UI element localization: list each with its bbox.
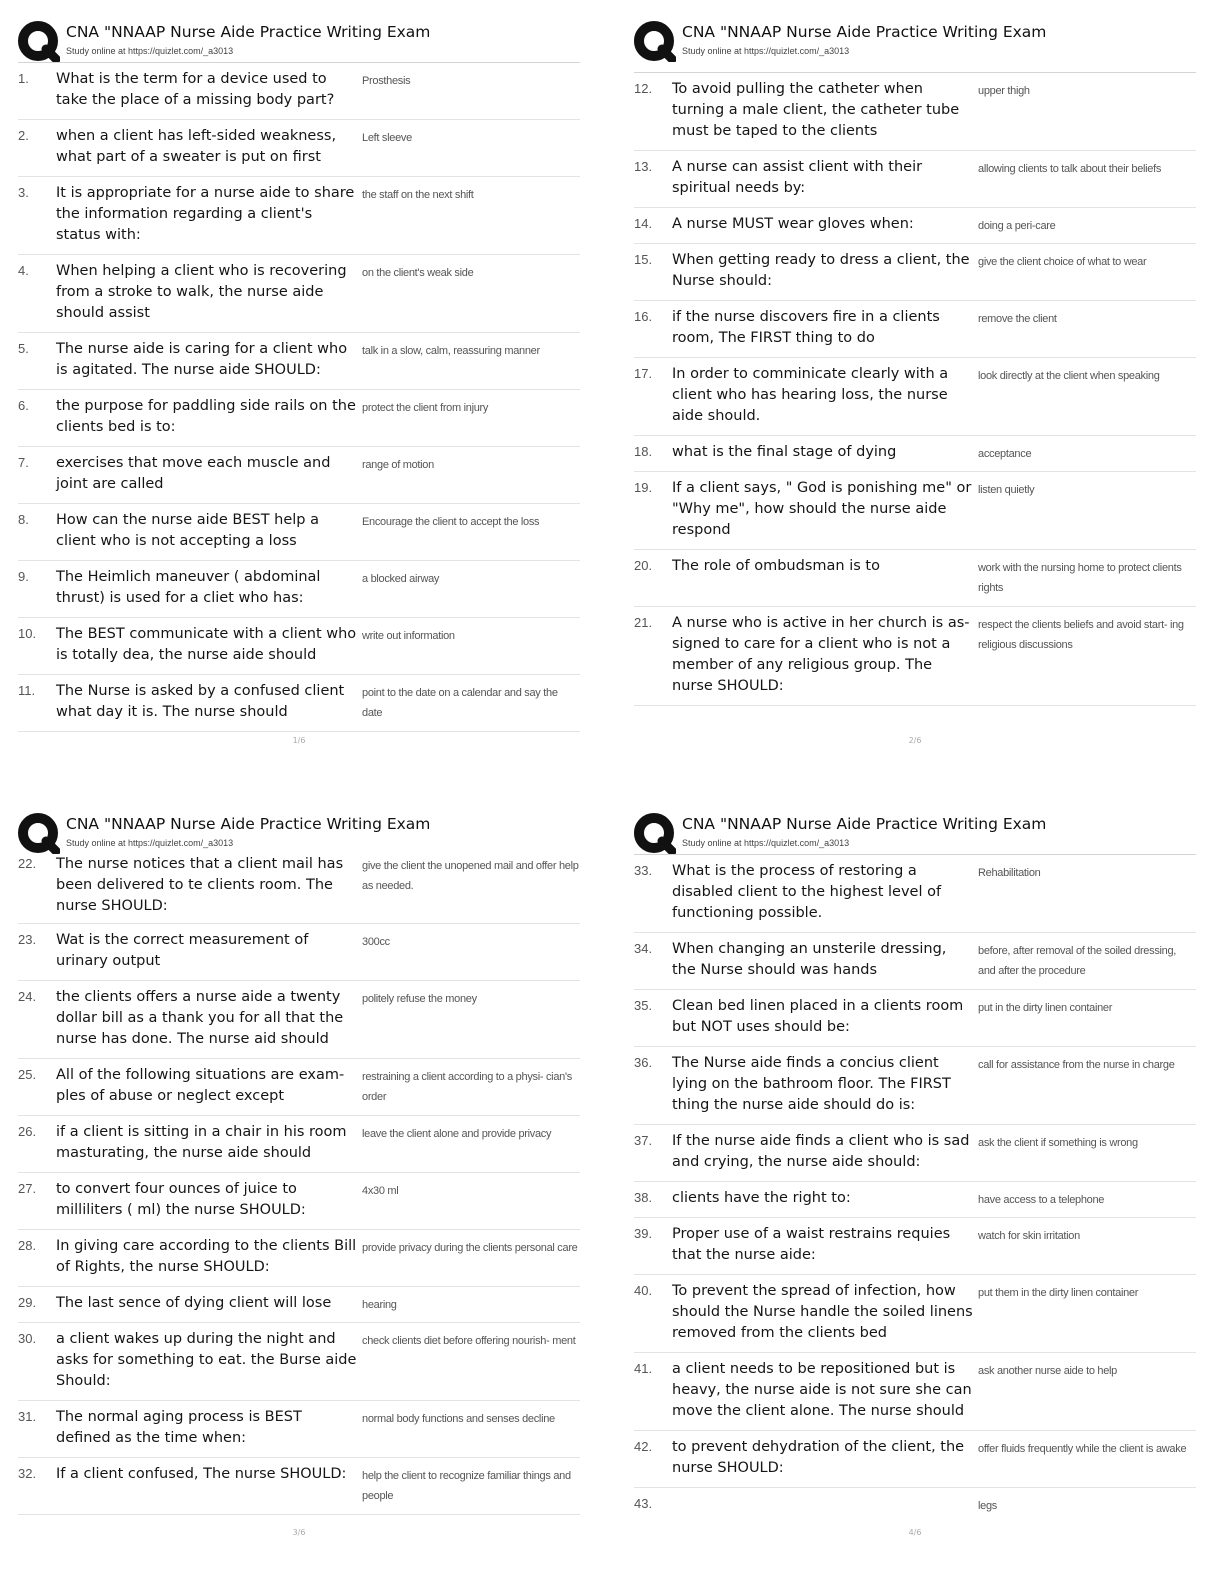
- item-number: 4.: [18, 263, 29, 278]
- question: to prevent dehydration of the client, the nurse SHOULD:: [672, 1439, 965, 1476]
- answer: Prosthesis: [362, 75, 411, 87]
- list-item: [634, 208, 1196, 244]
- list-item: [634, 472, 1196, 550]
- answer: ask the client if something is wrong: [978, 1137, 1138, 1149]
- item-number: 12.: [634, 81, 653, 96]
- list-item: [634, 933, 1196, 990]
- answer: call for assistance from the nurse in charge: [978, 1059, 1175, 1071]
- study-link[interactable]: Study online at https://quizlet.com/_a3013: [682, 46, 850, 56]
- item-number: 43.: [634, 1496, 653, 1511]
- list-item: [18, 1116, 580, 1173]
- answer: range of motion: [362, 459, 434, 471]
- question: The role of ombudsman is to: [672, 558, 880, 574]
- list-item: [18, 1287, 580, 1323]
- answer: a blocked airway: [362, 573, 440, 585]
- page-title: CNA "NNAAP Nurse Aide Practice Writing Exam: [682, 23, 1047, 41]
- answer: 300cc: [362, 936, 390, 948]
- answer: put them in the dirty linen container: [978, 1287, 1139, 1299]
- list-item: [18, 504, 580, 561]
- answer: work with the nursing home to protect clients rights: [978, 562, 1182, 594]
- item-number: 19.: [634, 480, 653, 495]
- question: How can the nurse aide BEST help a client who is not accepting a loss: [56, 512, 319, 549]
- answer: have access to a telephone: [978, 1194, 1105, 1206]
- answer: politely refuse the money: [362, 993, 477, 1005]
- item-number: 28.: [18, 1238, 37, 1253]
- question: A nurse can assist client with their spiritual needs by:: [672, 159, 923, 196]
- list-item: [634, 990, 1196, 1047]
- list-item: [634, 358, 1196, 436]
- answer: provide privacy during the clients personal care: [362, 1242, 578, 1254]
- question: The Nurse is asked by a confused client what day it is. The nurse should: [56, 683, 345, 720]
- question: exercises that move each muscle and joint are called: [56, 455, 331, 492]
- question: a client wakes up during the night and asks for something to eat. the Burse aide Should:: [56, 1331, 357, 1389]
- page-4: [634, 810, 1196, 1537]
- question: A nurse MUST wear gloves when:: [672, 216, 914, 232]
- list-item: [634, 855, 1196, 933]
- item-number: 27.: [18, 1181, 37, 1196]
- item-number: 14.: [634, 216, 653, 231]
- item-number: 32.: [18, 1466, 37, 1481]
- question: what is the final stage of dying: [672, 444, 897, 460]
- list-item: [634, 73, 1196, 151]
- item-number: 41.: [634, 1361, 653, 1376]
- list-item: [634, 1353, 1196, 1431]
- answer: help the client to recognize familiar things and people: [362, 1470, 571, 1502]
- item-number: 40.: [634, 1283, 653, 1298]
- question: when a client has left-sided weakness, what part of a sweater is put on first: [56, 128, 337, 165]
- list-item: [634, 301, 1196, 358]
- list-item: [18, 120, 580, 177]
- page-title: CNA "NNAAP Nurse Aide Practice Writing Exam: [66, 815, 431, 833]
- item-number: 36.: [634, 1055, 653, 1070]
- item-number: 15.: [634, 252, 653, 267]
- page-number: 1/6: [292, 736, 306, 745]
- page-number: 2/6: [908, 736, 922, 745]
- item-number: 7.: [18, 455, 29, 470]
- page-number: 4/6: [908, 1528, 922, 1537]
- answer: Left sleeve: [362, 132, 412, 144]
- answer: normal body functions and senses decline: [362, 1413, 555, 1425]
- list-item: [634, 1047, 1196, 1125]
- question: When helping a client who is recovering from a stroke to walk, the nurse aide should assist: [56, 263, 347, 321]
- question: In giving care according to the clients Bill of Rights, the nurse SHOULD:: [56, 1238, 357, 1275]
- item-number: 37.: [634, 1133, 653, 1148]
- item-number: 13.: [634, 159, 653, 174]
- list-item: [634, 1488, 1196, 1524]
- list-item: [18, 63, 580, 120]
- question: What is the process of restoring a disabled client to the highest level of functioning possible.: [672, 863, 942, 921]
- item-number: 33.: [634, 863, 653, 878]
- item-number: 9.: [18, 569, 29, 584]
- answer: 4x30 ml: [362, 1185, 399, 1197]
- list-item: [634, 1218, 1196, 1275]
- question: to convert four ounces of juice to milliliters ( ml) the nurse SHOULD:: [56, 1181, 306, 1218]
- question: The Heimlich maneuver ( abdominal thrust) is used for a cliet who has:: [56, 569, 321, 606]
- answer: ask another nurse aide to help: [978, 1365, 1117, 1377]
- list-item: [18, 390, 580, 447]
- list-item: [18, 333, 580, 390]
- list-item: [634, 244, 1196, 301]
- quizlet-logo-icon: [634, 812, 676, 854]
- answer: remove the client: [978, 313, 1057, 325]
- answer: allowing clients to talk about their beliefs: [978, 163, 1162, 175]
- question: The Nurse aide finds a concius client lying on the bathroom floor. The FIRST thing the nurse aide should do is:: [672, 1055, 951, 1113]
- item-number: 11.: [18, 683, 36, 698]
- question: a client needs to be repositioned but is heavy, the nurse aide is not sure she can move the client alone. The nurse should: [672, 1361, 972, 1419]
- list-item: [634, 1275, 1196, 1353]
- item-number: 34.: [634, 941, 653, 956]
- answer: acceptance: [978, 448, 1032, 460]
- question: Clean bed linen placed in a clients room but NOT uses should be:: [672, 998, 964, 1035]
- answer: restraining a client according to a physi- cian's order: [362, 1071, 572, 1103]
- study-link[interactable]: Study online at https://quizlet.com/_a3013: [66, 46, 234, 56]
- item-number: 25.: [18, 1067, 37, 1082]
- answer: Encourage the client to accept the loss: [362, 516, 540, 528]
- answer: doing a peri-care: [978, 220, 1056, 232]
- item-number: 16.: [634, 309, 653, 324]
- question: if the nurse discovers fire in a clients room, The FIRST thing to do: [672, 309, 940, 346]
- item-number: 3.: [18, 185, 29, 200]
- question: If a client says, " God is ponishing me" or "Why me", how should the nurse aide respond: [672, 480, 972, 538]
- question: the purpose for paddling side rails on the clients bed is to:: [56, 398, 356, 435]
- list-item: [634, 436, 1196, 472]
- item-number: 6.: [18, 398, 29, 413]
- item-number: 26.: [18, 1124, 37, 1139]
- answer: put in the dirty linen container: [978, 1002, 1113, 1014]
- page-header: [634, 810, 1196, 854]
- question: To prevent the spread of infection, how should the Nurse handle the soiled linens removed from the clients bed: [672, 1283, 973, 1341]
- question: clients have the right to:: [672, 1190, 851, 1206]
- question: Wat is the correct measurement of urinary output: [56, 932, 309, 969]
- item-number: 1.: [18, 71, 29, 86]
- list-item: [18, 447, 580, 504]
- list-item: [18, 1401, 580, 1458]
- answer: give the client the unopened mail and offer help as needed.: [362, 860, 579, 892]
- question: The last sence of dying client will lose: [56, 1295, 332, 1311]
- question: When changing an unsterile dressing, the Nurse should was hands: [672, 941, 947, 978]
- question: It is appropriate for a nurse aide to share the information regarding a client's status with:: [56, 185, 355, 243]
- list-item: [634, 1182, 1196, 1218]
- list-item: [18, 1458, 580, 1515]
- list-item: [18, 981, 580, 1059]
- question: The nurse notices that a client mail has been delivered to te clients room. The nurse SHOULD:: [56, 856, 344, 914]
- page-title: CNA "NNAAP Nurse Aide Practice Writing Exam: [66, 23, 431, 41]
- item-number: 35.: [634, 998, 653, 1013]
- question: If a client confused, The nurse SHOULD:: [56, 1466, 347, 1482]
- answer: on the client's weak side: [362, 267, 474, 279]
- question: A nurse who is active in her church is as- signed to care for a client who is not a member of any religious group. The nurse SHOULD:: [672, 615, 970, 694]
- item-number: 10.: [18, 626, 37, 641]
- list-item: [634, 151, 1196, 208]
- item-number: 42.: [634, 1439, 653, 1454]
- answer: watch for skin irritation: [978, 1230, 1080, 1242]
- answer: look directly at the client when speaking: [978, 370, 1160, 382]
- question: What is the term for a device used to take the place of a missing body part?: [56, 71, 335, 108]
- item-number: 5.: [18, 341, 29, 356]
- item-number: 24.: [18, 989, 37, 1004]
- item-number: 30.: [18, 1331, 37, 1346]
- item-number: 22.: [18, 856, 37, 871]
- question: The normal aging process is BEST defined as the time when:: [56, 1409, 302, 1446]
- item-number: 38.: [634, 1190, 653, 1205]
- list-item: [18, 675, 580, 732]
- page-number: 3/6: [292, 1528, 306, 1537]
- page-3: [18, 810, 580, 1537]
- answer: check clients diet before offering nourish- ment: [362, 1335, 576, 1347]
- list-item: [18, 1059, 580, 1116]
- answer: listen quietly: [978, 484, 1035, 496]
- page-title: CNA "NNAAP Nurse Aide Practice Writing Exam: [682, 815, 1047, 833]
- list-item: [18, 177, 580, 255]
- question: In order to comminicate clearly with a client who has hearing loss, the nurse aide should.: [672, 366, 949, 424]
- list-item: [18, 561, 580, 618]
- item-number: 17.: [634, 366, 653, 381]
- item-number: 31.: [18, 1409, 37, 1424]
- answer: give the client choice of what to wear: [978, 256, 1147, 268]
- question: The nurse aide is caring for a client who is agitated. The nurse aide SHOULD:: [56, 341, 348, 378]
- list-item: [18, 924, 580, 981]
- answer: respect the clients beliefs and avoid start- ing religious discussions: [978, 619, 1184, 651]
- answer: leave the client alone and provide privacy: [362, 1128, 552, 1140]
- question: Proper use of a waist restrains requies that the nurse aide:: [672, 1226, 951, 1263]
- page-1: [18, 18, 580, 745]
- list-item: [634, 607, 1196, 706]
- list-item: [18, 618, 580, 675]
- item-number: 18.: [634, 444, 653, 459]
- answer: protect the client from injury: [362, 402, 489, 414]
- quizlet-logo-icon: [634, 20, 676, 62]
- question: All of the following situations are exam- ples of abuse or neglect except: [56, 1067, 345, 1104]
- answer: write out information: [362, 630, 455, 642]
- answer: talk in a slow, calm, reassuring manner: [362, 345, 540, 357]
- list-item: [634, 1431, 1196, 1488]
- answer: before, after removal of the soiled dressing, and after the procedure: [978, 945, 1177, 977]
- study-link[interactable]: Study online at https://quizlet.com/_a3013: [682, 838, 850, 848]
- question: To avoid pulling the catheter when turning a male client, the catheter tube must be taped to the clients: [672, 81, 960, 139]
- answer: point to the date on a calendar and say the date: [362, 687, 558, 719]
- item-number: 23.: [18, 932, 37, 947]
- page-2: [634, 18, 1196, 745]
- list-item: [18, 1173, 580, 1230]
- page-header: [18, 18, 580, 62]
- quizlet-logo-icon: [18, 20, 60, 62]
- list-item: [18, 255, 580, 333]
- list-item: [18, 1323, 580, 1401]
- answer: Rehabilitation: [978, 867, 1041, 879]
- question: When getting ready to dress a client, the Nurse should:: [672, 252, 970, 289]
- answer: upper thigh: [978, 85, 1030, 97]
- item-number: 29.: [18, 1295, 37, 1310]
- list-item: [634, 1125, 1196, 1182]
- question: the clients offers a nurse aide a twenty dollar bill as a thank you for all that the nurse has done. The nurse aid should: [56, 989, 344, 1047]
- answer: offer fluids frequently while the client is awake: [978, 1443, 1187, 1455]
- answer: legs: [978, 1500, 997, 1512]
- question: If the nurse aide finds a client who is sad and crying, the nurse aide should:: [672, 1133, 970, 1170]
- list-item: [18, 1230, 580, 1287]
- item-number: 2.: [18, 128, 29, 143]
- list-item: [634, 550, 1196, 607]
- list-item: [18, 848, 580, 924]
- item-number: 39.: [634, 1226, 653, 1241]
- item-number: 21.: [634, 615, 653, 630]
- page-header: [634, 18, 1196, 62]
- study-link[interactable]: Study online at https://quizlet.com/_a3013: [66, 838, 234, 848]
- question: The BEST communicate with a client who is totally dea, the nurse aide should: [56, 626, 357, 663]
- item-number: 20.: [634, 558, 653, 573]
- item-number: 8.: [18, 512, 29, 527]
- question: if a client is sitting in a chair in his room masturating, the nurse aide should: [56, 1124, 347, 1161]
- answer: the staff on the next shift: [362, 189, 474, 201]
- answer: hearing: [362, 1299, 397, 1311]
